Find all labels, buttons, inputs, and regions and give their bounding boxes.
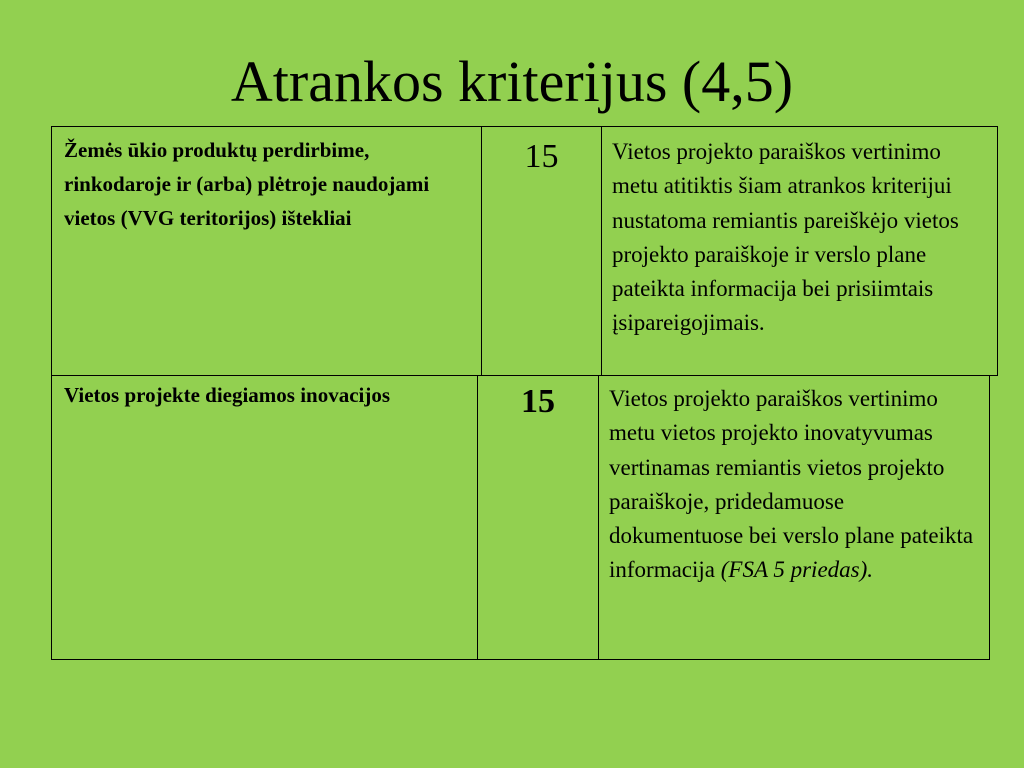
table-row [52,376,990,660]
criterion-cell: Žemės ūkio produktų perdirbime, rinkodaroje ir (arba) plėtroje naudojami vietos (VVG teritorijos) ištekliai [52,127,482,376]
points-cell: 15 [478,376,599,660]
description-text: Vietos projekto paraiškos vertinimo metu vietos projekto inovatyvumas vertinamas remiantis vietos projekto paraiškoje, pridedamuose dokumentuose bei verslo plane pateikta informacija [609,386,974,583]
table-row [52,127,998,376]
description-annex-reference: (FSA 5 priedas). [720,557,874,583]
slide-title: Atrankos kriterijus (4,5) [230,49,794,114]
criteria-table-row-2 [51,375,990,660]
criterion-cell: Vietos projekte diegiamos inovacijos [52,376,478,660]
description-cell [599,376,990,660]
criteria-table-row-1 [51,126,998,376]
points-cell: 15 [482,127,602,376]
description-cell: Vietos projekto paraiškos vertinimo metu atitiktis šiam atrankos kriterijui nustatoma remiantis pareiškėjo vietos projekto paraiškoje ir verslo plane pateikta informacija bei prisiimtais įsipareigojimais. [602,127,998,376]
